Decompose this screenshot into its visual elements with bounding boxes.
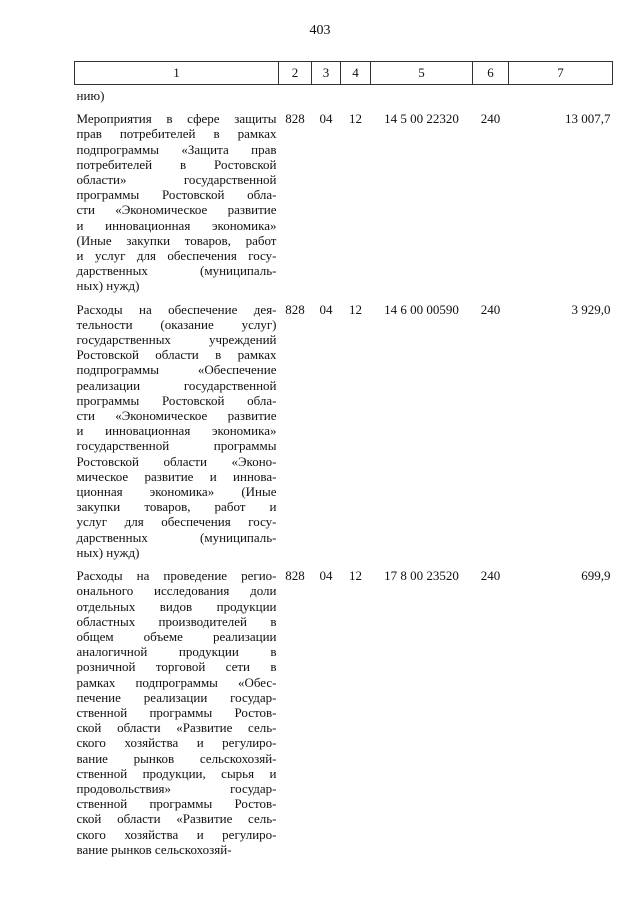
page-number: 403 [309, 23, 331, 38]
description-line: программы Ростовской обла- [76, 392, 277, 408]
ministry-code: 828 [285, 301, 305, 317]
description-line: государственных учреждений [76, 332, 277, 348]
description-line: вание рынков сельскохозяй- [76, 841, 232, 857]
description-line: и услуг для обеспечения госу- [76, 248, 277, 264]
description-line: сти «Экономическое развитие [76, 408, 277, 424]
budget-table [74, 61, 613, 857]
table-header-row [75, 62, 613, 85]
description-line: мическое развитие и иннова- [76, 468, 277, 484]
description-line: ционная экономика» (Иные [76, 484, 277, 500]
table-row [75, 302, 613, 560]
header-column-5: 5 [371, 62, 473, 85]
section-code: 04 [319, 111, 333, 127]
description-line: сти «Экономическое развитие [76, 202, 277, 218]
amount-value: 13 007,7 [565, 111, 611, 127]
section-code: 04 [319, 301, 333, 317]
description-line: Мероприятия в сфере защиты [76, 111, 277, 127]
expense-type-code: 240 [480, 568, 501, 584]
description-line: Ростовской области в рамках [76, 347, 277, 363]
description-line: Расходы на проведение регио- [76, 568, 277, 584]
row-description [75, 111, 279, 293]
header-column-7: 7 [509, 62, 613, 85]
description-line: аналогичной продукции в [76, 644, 277, 660]
header-column-2: 2 [279, 62, 312, 85]
description-line: дарственных (муниципаль- [76, 263, 277, 279]
amount-value: 3 929,0 [571, 301, 611, 317]
description-line: вание рынков сельскохозяй- [76, 750, 277, 766]
description-line: областных производителей в [76, 613, 277, 629]
description-line: отдельных видов продукции [76, 598, 277, 614]
header-column-1: 1 [75, 62, 279, 85]
description-line: розничной торговой сети в [76, 659, 277, 675]
description-line: ского хозяйства и регулиро- [76, 826, 277, 842]
row-spacer [75, 560, 613, 568]
row-spacer [75, 103, 613, 111]
expense-type-code: 240 [480, 301, 501, 317]
target-article-code: 14 6 00 00590 [384, 301, 459, 317]
description-line: (Иные закупки товаров, работ [76, 232, 277, 248]
expense-type-code: 240 [480, 111, 501, 127]
description-line: ской области «Развитие сель- [76, 720, 277, 736]
target-article-code: 17 8 00 23520 [384, 568, 459, 584]
description-line: и инновационная экономика» [76, 423, 277, 439]
header-column-3: 3 [312, 62, 341, 85]
continuation-text: нию) [76, 88, 105, 103]
description-line: закупки товаров, работ и [76, 499, 277, 515]
target-article-code: 14 5 00 22320 [384, 111, 459, 127]
description-line: Ростовской области «Эконо- [76, 453, 277, 469]
description-line: государственной программы [76, 438, 277, 454]
description-line: продовольствия» государ- [76, 780, 277, 796]
description-line: программы Ростовской обла- [76, 187, 277, 203]
description-line: области» государственной [76, 172, 277, 188]
description-line: услуг для обеспечения госу- [76, 514, 277, 530]
table-row [75, 568, 613, 857]
ministry-code: 828 [285, 111, 305, 127]
description-line: ского хозяйства и регулиро- [76, 735, 277, 751]
table-row [75, 111, 613, 293]
row-spacer [75, 294, 613, 302]
description-line: прав потребителей в рамках [76, 126, 277, 142]
header-column-6: 6 [473, 62, 509, 85]
continuation-row [75, 85, 613, 104]
description-line: ственной продукции, сырья и [76, 765, 277, 781]
description-line: ской области «Развитие сель- [76, 811, 277, 827]
description-line: рамках подпрограммы «Обес- [76, 674, 277, 690]
subsection-code: 12 [349, 301, 362, 317]
subsection-code: 12 [349, 111, 362, 127]
header-column-4: 4 [341, 62, 371, 85]
description-line: потребителей в Ростовской [76, 156, 277, 172]
description-line: общем объеме реализации [76, 628, 277, 644]
row-description [75, 302, 279, 560]
description-line: ственной программы Ростов- [76, 704, 277, 720]
subsection-code: 12 [349, 568, 362, 584]
description-line: и инновационная экономика» [76, 217, 277, 233]
description-line: онального исследования доли [76, 583, 277, 599]
description-line: дарственных (муниципаль- [76, 529, 277, 545]
description-line: реализации государственной [76, 377, 277, 393]
section-code: 04 [319, 568, 333, 584]
description-line: ных) нужд) [76, 544, 140, 560]
description-line: подпрограммы «Обеспечение [76, 362, 277, 378]
description-line: ных) нужд) [76, 278, 140, 294]
description-line: печение реализации государ- [76, 689, 277, 705]
description-line: тельности (оказание услуг) [76, 316, 277, 332]
ministry-code: 828 [285, 568, 305, 584]
description-line: подпрограммы «Защита прав [76, 141, 277, 157]
description-line: Расходы на обеспечение дея- [76, 301, 277, 317]
description-line: ственной программы Ростов- [76, 796, 277, 812]
row-description [75, 568, 279, 857]
amount-value: 699,9 [581, 568, 611, 584]
